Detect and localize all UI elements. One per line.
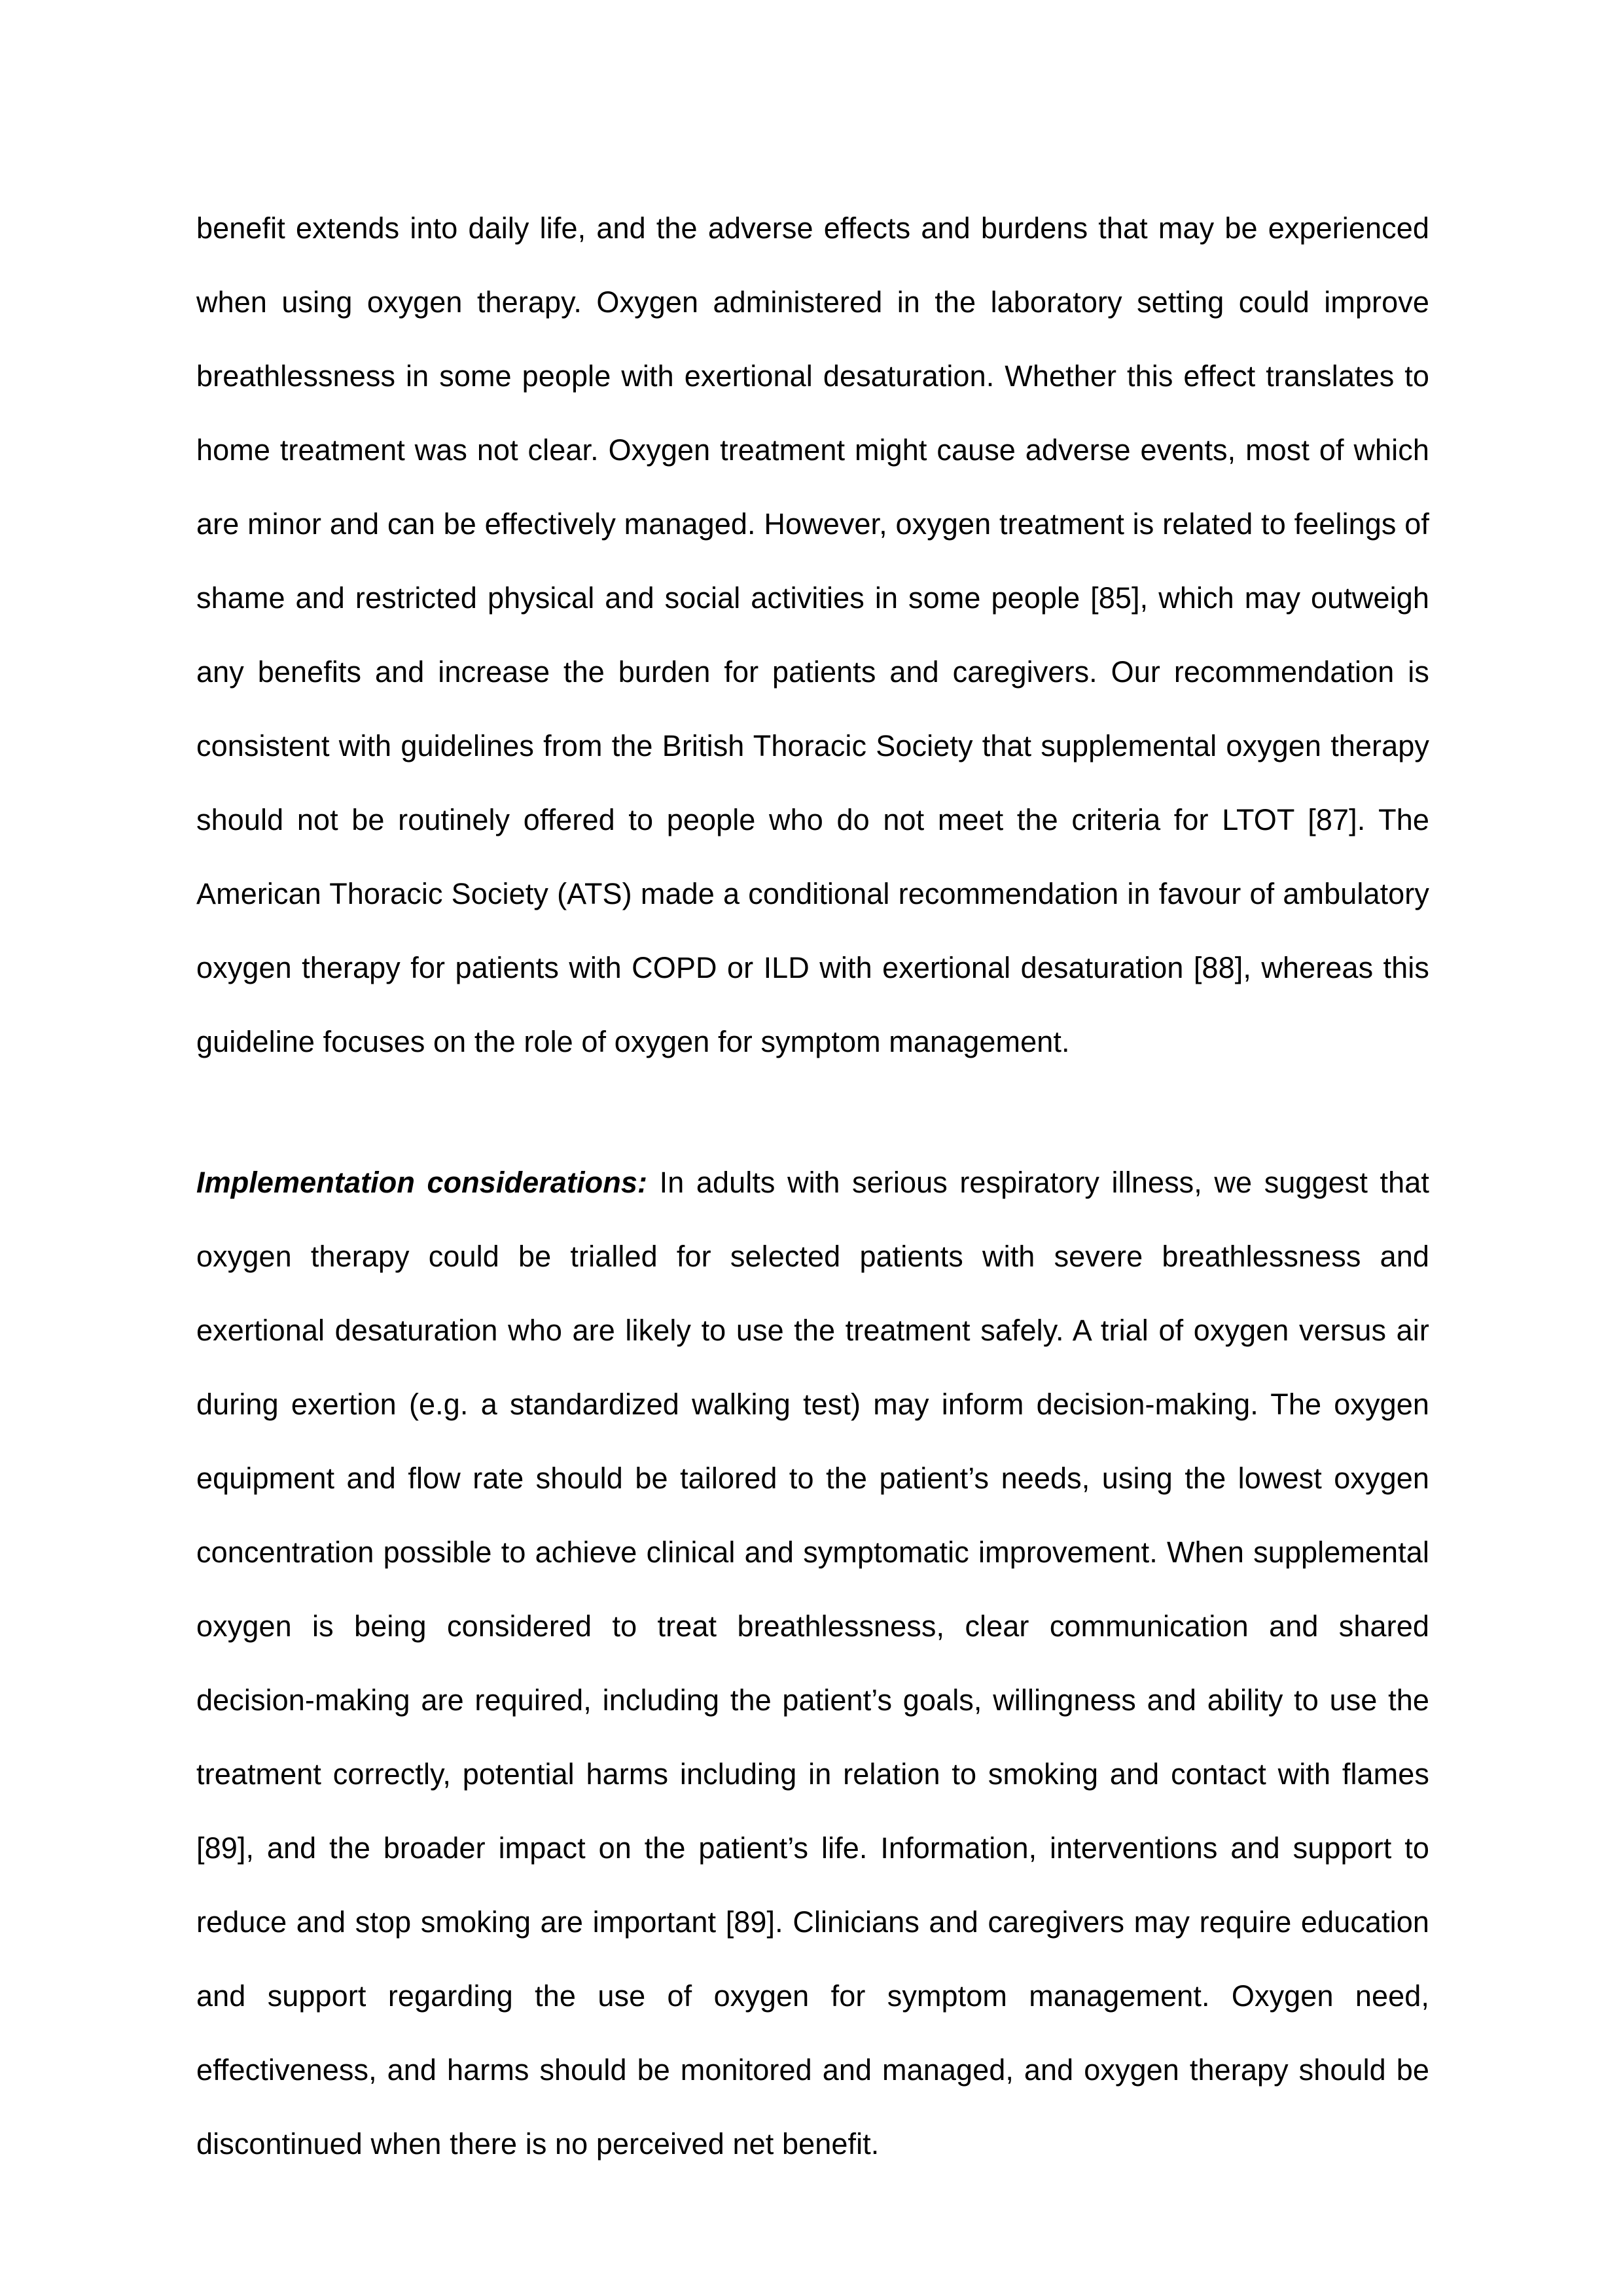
page-text-block	[196, 191, 1429, 2181]
paragraph-benefit-discussion: benefit extends into daily life, and the adverse effects and burdens that may be experienced when using oxygen therapy. Oxygen administered in the laboratory setting could improve breathlessness in some people with exertional desaturation. Whether this effect translates to home treatment was not clear. Oxygen treatment might cause adverse events, most of which are minor and can be effectively managed. However, oxygen treatment is related to feelings of shame and restricted physical and social activities in some people [85], which may outweigh any benefits and increase the burden for patients and caregivers. Our recommendation is consistent with guidelines from the British Thoracic Society that supplemental oxygen therapy should not be routinely offered to people who do not meet the criteria for LTOT [87]. The American Thoracic Society (ATS) made a conditional recommendation in favour of ambulatory oxygen therapy for patients with COPD or ILD with exertional desaturation [88], whereas this guideline focuses on the role of oxygen for symptom management.	[196, 211, 1429, 1058]
paragraph-implementation-considerations	[196, 1145, 1429, 2181]
implementation-considerations-body: In adults with serious respiratory illness, we suggest that oxygen therapy could be trialled for selected patients with severe breathlessness and exertional desaturation who are likely to use the treatment safely. A trial of oxygen versus air during exertion (e.g. a standardized walking test) may inform decision-making. The oxygen equipment and flow rate should be tailored to the patient’s needs, using the lowest oxygen concentration possible to achieve clinical and symptomatic improvement. When supplemental oxygen is being considered to treat breathlessness, clear communication and shared decision-making are required, including the patient’s goals, willingness and ability to use the treatment correctly, potential harms including in relation to smoking and contact with flames [89], and the broader impact on the patient’s life. Information, interventions and support to reduce and stop smoking are important [89]. Clinicians and caregivers may require education and support regarding the use of oxygen for symptom management. Oxygen need, effectiveness, and harms should be monitored and managed, and oxygen therapy should be discontinued when there is no perceived net benefit.	[196, 1166, 1429, 2161]
implementation-considerations-lead: Implementation considerations:	[196, 1166, 648, 1199]
